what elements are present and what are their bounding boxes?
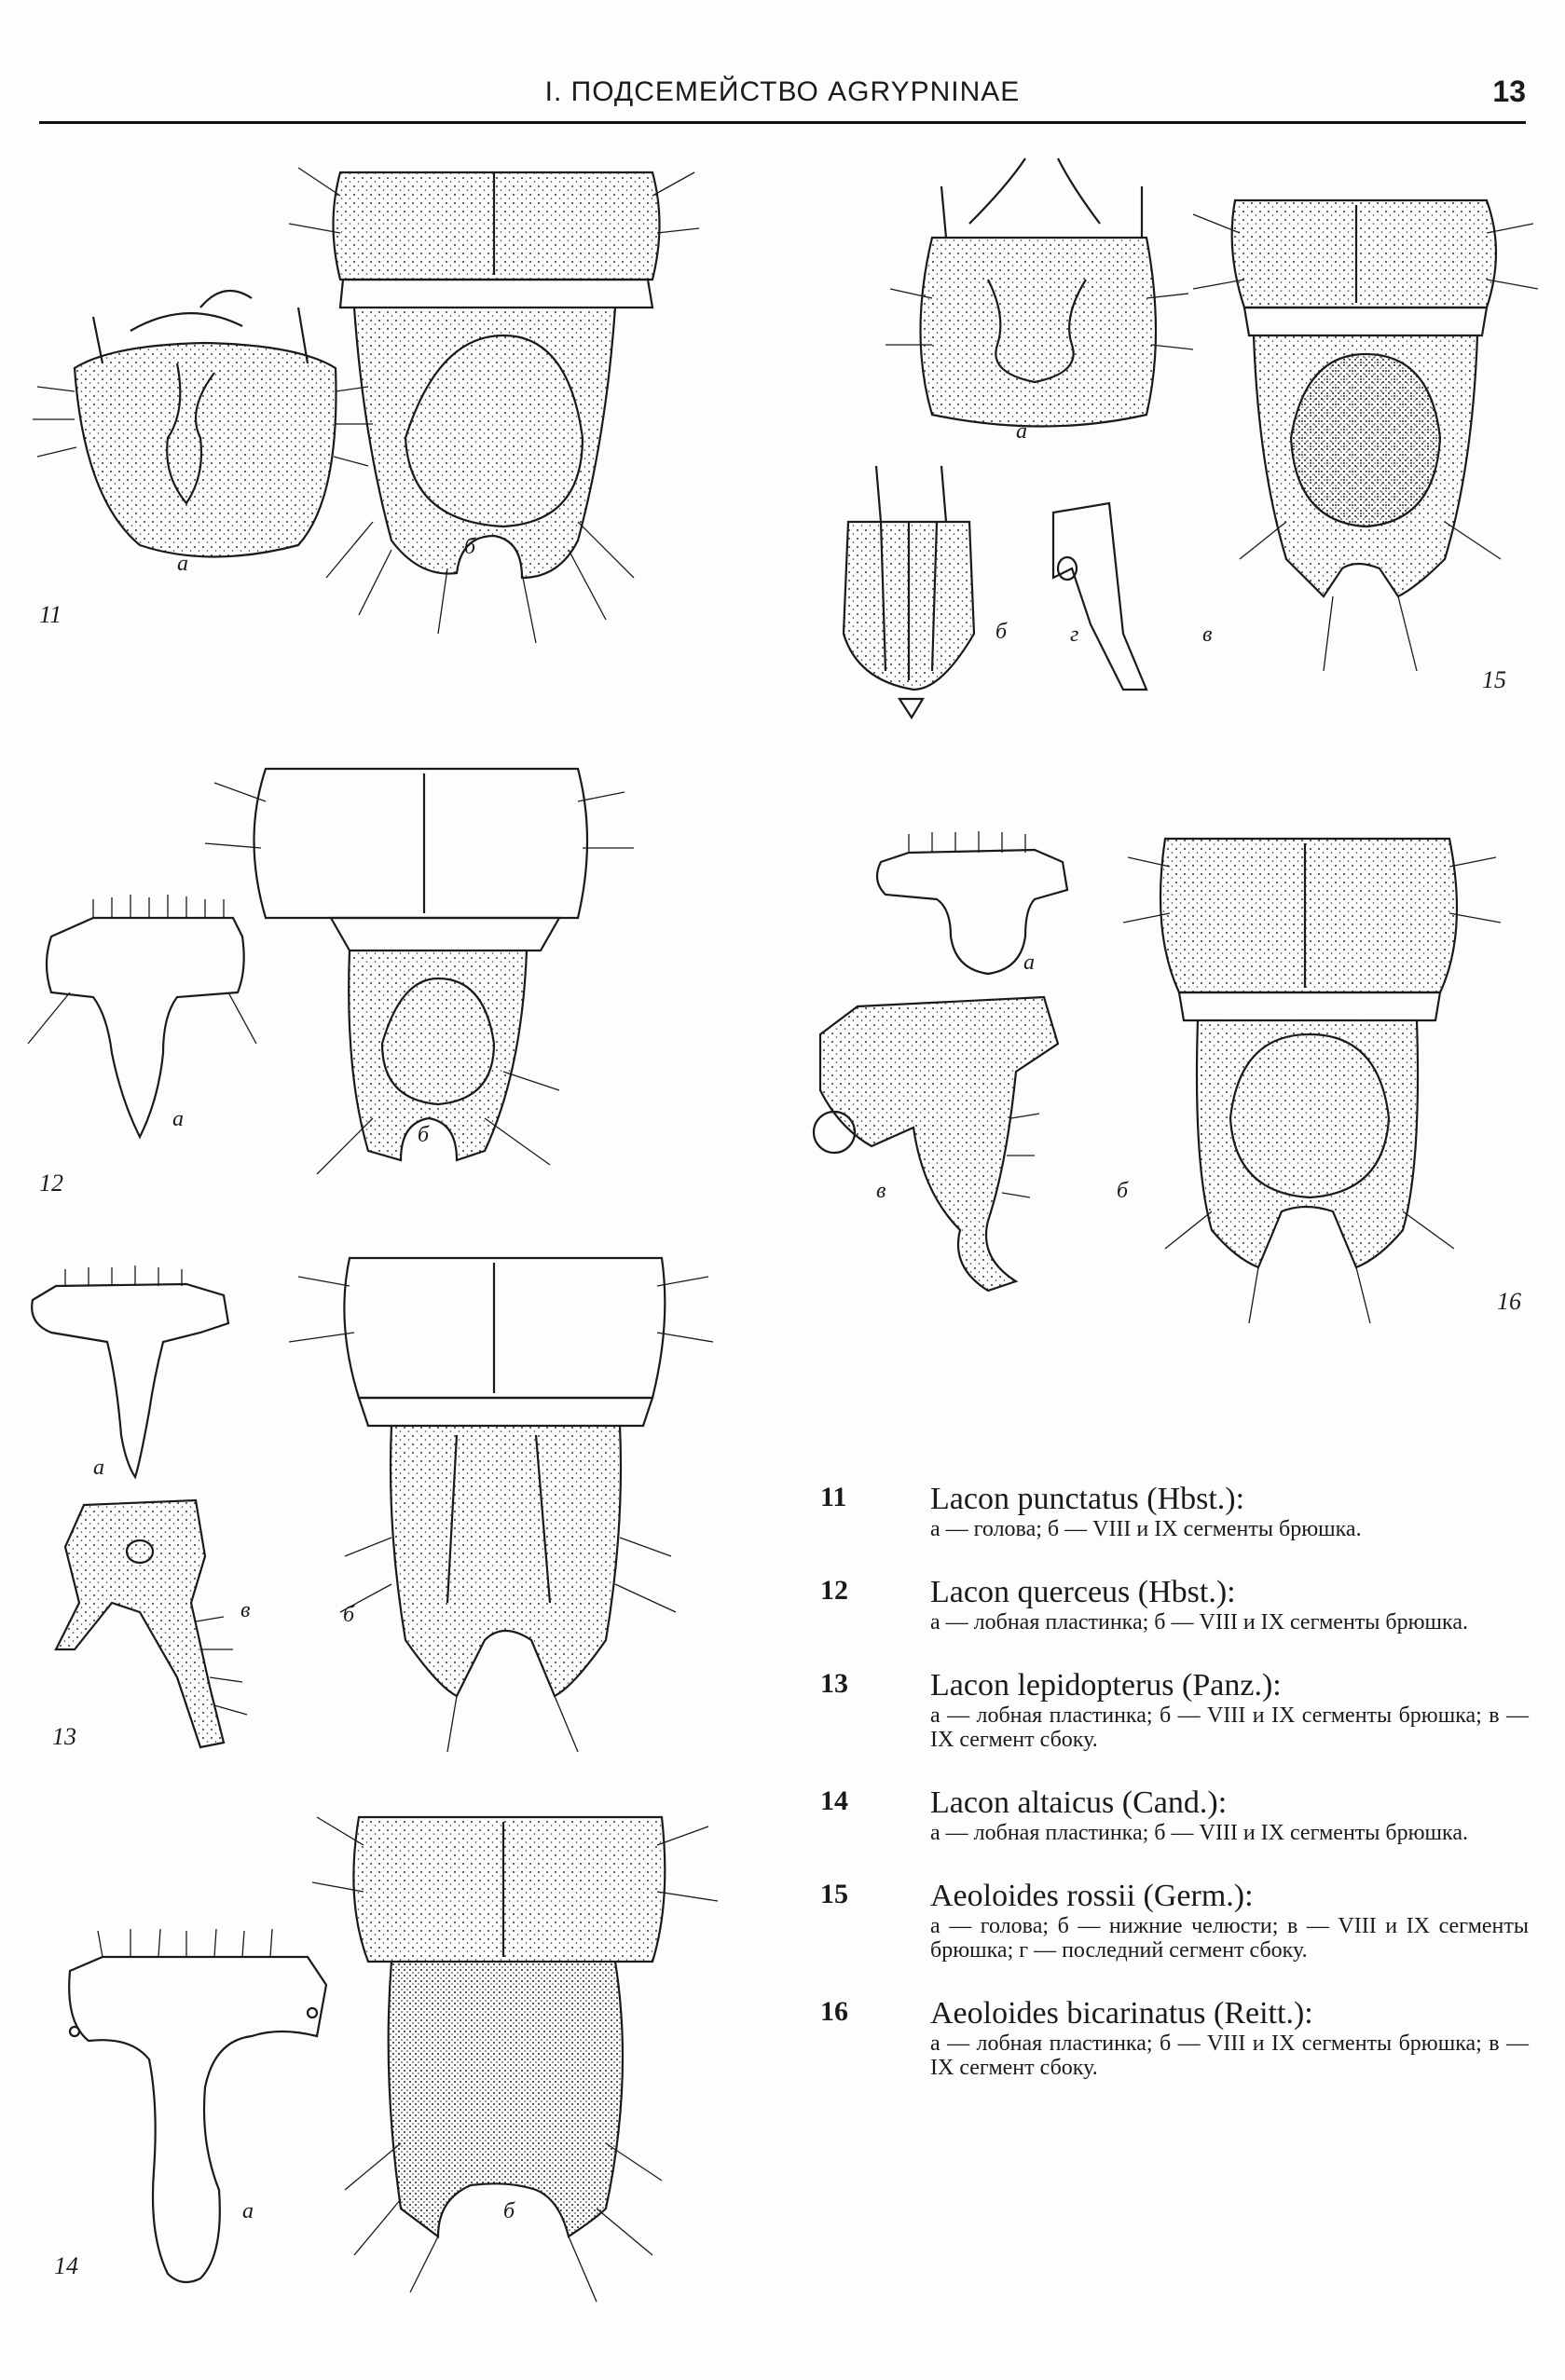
fig13-label-b: б: [343, 1603, 355, 1627]
fig14-label-b: б: [503, 2199, 515, 2223]
legend-entry-12: [820, 1575, 1529, 1635]
figure-13-side: [56, 1500, 247, 1747]
page-number: 13: [1492, 75, 1526, 108]
fig16-label-a: а: [1023, 951, 1035, 975]
fig16-label-b: б: [1117, 1179, 1129, 1203]
fig11-label-a: а: [177, 552, 188, 576]
legend-species: Aeoloides rossii (Germ.):: [930, 1879, 1254, 1913]
legend-number: 11: [820, 1482, 847, 1512]
legend-number: 15: [820, 1879, 848, 1909]
legend-number: 16: [820, 1996, 848, 2027]
running-header: I. ПОДСЕМЕЙСТВО AGRYPNINAE: [544, 76, 1021, 107]
legend-description: а — лобная пластинка; б — VIII и IX сегменты брюшка; в — IX сегмент сбоку.: [930, 2031, 1529, 2080]
fig12-label-a: а: [172, 1107, 184, 1131]
fig13-label-a: а: [93, 1456, 104, 1480]
figure-15-maxillae: [844, 466, 974, 718]
legend-species: Aeoloides bicarinatus (Reitt.):: [930, 1996, 1313, 2031]
legend-species: Lacon lepidopterus (Panz.):: [930, 1668, 1282, 1703]
legend-entry-16: [820, 1996, 1529, 2080]
figure-13-segments: [289, 1258, 713, 1752]
fig12-label-b: б: [418, 1123, 430, 1147]
legend-description: а — лобная пластинка; б — VIII и IX сегменты брюшка.: [930, 1821, 1468, 1845]
figure-14-frontal-plate: [69, 1929, 326, 2282]
figure-16-side: [814, 997, 1058, 1291]
figure-11-segments: [289, 168, 699, 643]
fig16-label-v: в: [876, 1179, 886, 1203]
fig15-label-a: а: [1016, 419, 1027, 444]
legend-entry-11: [820, 1482, 1529, 1541]
figure-16-frontal-plate: [877, 831, 1067, 974]
legend-entry-15: [820, 1879, 1529, 1963]
legend-entry-14: [820, 1785, 1529, 1845]
legend-description: а — голова; б — VIII и IX сегменты брюшка.: [930, 1517, 1362, 1541]
fig15-label-b: б: [995, 620, 1008, 644]
fig14-number: 14: [54, 2252, 78, 2279]
legend-species: Lacon punctatus (Hbst.):: [930, 1482, 1245, 1516]
fig12-number: 12: [39, 1169, 63, 1197]
legend-entry-13: [820, 1668, 1529, 1752]
figure-12-segments: [205, 769, 634, 1174]
legend-species: Lacon altaicus (Cand.):: [930, 1785, 1228, 1820]
figure-16-segments: [1123, 839, 1501, 1323]
legend-description: а — голова; б — нижние челюсти; в — VIII и IX сегменты брюшка; г — последний сегмент сбоку.: [930, 1914, 1529, 1963]
fig15-label-g: г: [1070, 622, 1079, 647]
figure-15-head: [885, 158, 1193, 427]
figure-13-frontal-plate: [32, 1265, 228, 1477]
legend-number: 14: [820, 1785, 848, 1816]
figure-12-frontal-plate: [28, 895, 256, 1137]
figure-15-last-segment-side: [1053, 503, 1146, 690]
figure-11-head: [33, 291, 373, 557]
figure-15-segments: [1193, 200, 1538, 671]
fig11-label-b: б: [464, 535, 476, 559]
legend-number: 12: [820, 1575, 848, 1606]
fig15-number: 15: [1482, 666, 1506, 693]
legend-description: а — лобная пластинка; б — VIII и IX сегменты брюшка; в — IX сегмент сбоку.: [930, 1703, 1529, 1752]
fig11-number: 11: [39, 601, 62, 628]
fig14-label-a: а: [242, 2199, 254, 2223]
figure-legend: [820, 1482, 1529, 2113]
fig16-number: 16: [1497, 1288, 1521, 1315]
fig15-label-v: в: [1202, 622, 1213, 647]
fig13-number: 13: [52, 1723, 76, 1750]
legend-description: а — лобная пластинка; б — VIII и IX сегменты брюшка.: [930, 1610, 1468, 1635]
legend-species: Lacon querceus (Hbst.):: [930, 1575, 1236, 1609]
fig13-label-v: в: [240, 1598, 251, 1622]
legend-number: 13: [820, 1668, 848, 1699]
figure-14-segments: [312, 1817, 718, 2302]
